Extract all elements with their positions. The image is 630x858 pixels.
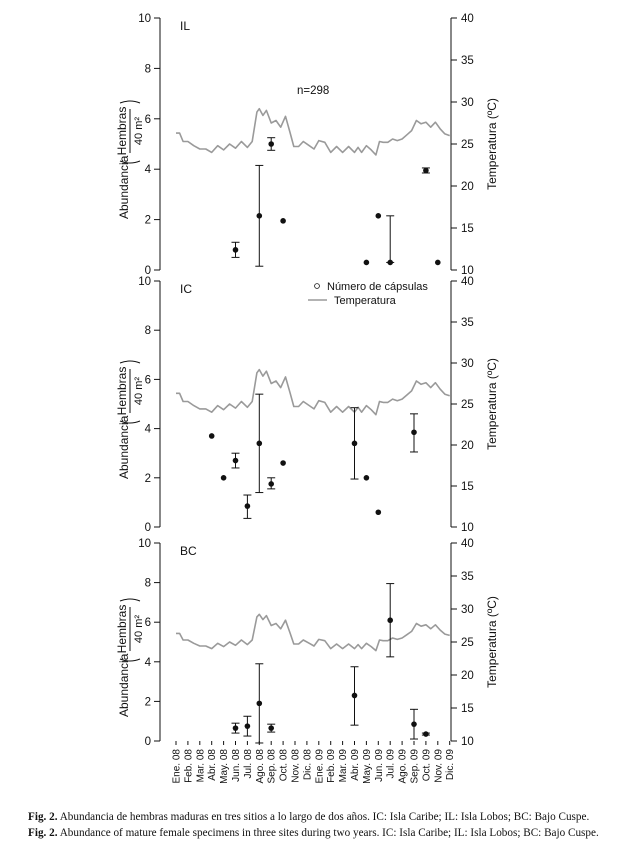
right-axis-label-group: [485, 596, 499, 688]
left-tick-label: 8: [144, 325, 151, 338]
temperature-line: [176, 109, 450, 155]
sample-size-annotation: n=298: [297, 85, 330, 97]
left-tick-label: 0: [144, 522, 151, 534]
paren-close: [120, 599, 140, 601]
left-tick-label: 10: [138, 538, 151, 550]
data-point: [411, 429, 417, 435]
data-point: [423, 168, 429, 174]
data-point: [233, 458, 239, 464]
left-tick-label: 2: [144, 472, 151, 485]
data-point: [423, 731, 429, 737]
left-tick-label: 6: [144, 113, 151, 126]
x-tick-label: Mar. 09: [338, 749, 350, 783]
right-tick-label: 15: [461, 223, 474, 235]
ylabel-numerator: Hembras: [115, 604, 129, 654]
x-tick-label: May. 09: [361, 749, 373, 784]
x-tick-label: Jul. 08: [242, 749, 254, 779]
x-tick-label: Sep. 09: [409, 749, 421, 784]
left-tick-label: 2: [144, 214, 151, 227]
data-point: [257, 213, 263, 219]
data-point: [245, 723, 251, 729]
panel-ic: [115, 276, 499, 534]
ylabel-denominator: 40 m²: [133, 614, 145, 644]
caption-es-label: Fig. 2.: [28, 811, 58, 823]
right-tick-label: 20: [461, 670, 474, 682]
ylabel-prefix: Abundancia: [117, 415, 131, 479]
left-tick-label: 4: [144, 656, 151, 669]
right-tick-label: 30: [461, 97, 474, 109]
right-tick-label: 35: [461, 571, 474, 583]
x-tick-label: Abr. 08: [207, 749, 219, 781]
left-tick-label: 0: [144, 265, 151, 277]
panel-label: BC: [180, 544, 197, 558]
x-tick-label: Nov. 08: [290, 749, 302, 783]
left-tick-label: 6: [144, 374, 151, 387]
data-point: [257, 701, 263, 707]
x-axis-months: [172, 741, 457, 784]
ylabel-denominator: 40 m²: [133, 376, 145, 406]
x-tick-label: Ago. 09: [397, 749, 409, 784]
data-point: [411, 721, 417, 727]
data-point: [352, 441, 358, 447]
ylabel-prefix: Abundancia: [117, 155, 131, 219]
data-point: [280, 218, 286, 224]
x-tick-label: Dic. 08: [302, 749, 314, 781]
x-tick-label: Sep. 08: [266, 749, 278, 784]
data-point: [364, 475, 370, 481]
right-axis-label: Temperatura (ºC): [485, 596, 499, 688]
right-tick-label: 20: [461, 181, 474, 193]
data-point: [268, 725, 274, 731]
panel-bc: [115, 538, 499, 748]
data-point: [233, 247, 239, 253]
right-tick-label: 25: [461, 139, 474, 151]
right-tick-label: 10: [461, 265, 474, 277]
data-point: [268, 481, 274, 487]
data-point: [352, 693, 358, 699]
data-point: [376, 213, 382, 219]
right-tick-label: 10: [461, 736, 474, 748]
x-tick-label: Ago. 08: [254, 749, 266, 784]
x-tick-label: Ene. 08: [171, 749, 183, 784]
legend: [308, 281, 428, 307]
data-point: [280, 460, 286, 466]
left-tick-label: 6: [144, 617, 151, 630]
caption-es-text: Abundancia de hembras maduras en tres sitios a lo largo de dos años. IC: Isla Caribe; IL: Isla Lobos; BC: Bajo Cuspe.: [59, 811, 590, 823]
right-tick-label: 40: [461, 276, 474, 288]
x-tick-label: Feb. 08: [183, 749, 195, 783]
data-point: [245, 503, 251, 509]
right-tick-label: 35: [461, 55, 474, 67]
right-tick-label: 20: [461, 440, 474, 452]
ylabel-prefix: Abundancia: [117, 653, 131, 717]
x-tick-label: Jun. 09: [373, 749, 385, 782]
data-point: [209, 433, 215, 439]
data-point: [364, 260, 370, 266]
left-axis-label: [115, 599, 145, 717]
right-tick-label: 10: [461, 522, 474, 534]
right-axis-label-group: [485, 358, 499, 450]
left-tick-label: 2: [144, 696, 151, 709]
x-tick-label: Dic. 09: [445, 749, 457, 781]
right-axis-label: Temperatura (ºC): [485, 358, 499, 450]
x-tick-label: Jun. 08: [231, 749, 242, 782]
right-tick-label: 15: [461, 703, 474, 715]
legend-marker-capsules: [315, 284, 320, 289]
right-tick-label: 30: [461, 358, 474, 370]
paren-close: [120, 101, 140, 103]
temperature-line: [176, 370, 450, 415]
data-point: [387, 260, 393, 266]
left-axis-label: [115, 101, 145, 219]
data-point: [387, 617, 393, 623]
ylabel-denominator: 40 m²: [133, 116, 145, 146]
right-tick-label: 15: [461, 481, 474, 493]
x-tick-label: Feb. 09: [326, 749, 338, 783]
x-tick-label: Oct. 08: [278, 749, 290, 782]
left-tick-label: 10: [138, 276, 151, 288]
left-tick-label: 0: [144, 736, 151, 748]
data-point: [268, 141, 274, 147]
left-axis-label: [115, 361, 145, 479]
caption-en-text: Abundance of mature female specimens in three sites during two years. IC: Isla Caribe; IL: Isla Lobos; BC: Bajo Cuspe.: [59, 827, 599, 839]
x-tick-label: Nov. 09: [433, 749, 445, 783]
right-tick-label: 25: [461, 637, 474, 649]
panel-il: [115, 13, 499, 277]
x-tick-label: Jul. 09: [385, 749, 397, 779]
left-tick-label: 8: [144, 63, 151, 76]
data-point: [435, 260, 441, 266]
data-point: [257, 441, 263, 447]
panel-label: IL: [180, 19, 191, 33]
caption-en-label: Fig. 2.: [28, 827, 58, 839]
data-point: [376, 509, 382, 515]
x-tick-label: Abr. 09: [350, 749, 361, 781]
x-tick-label: May. 08: [219, 749, 231, 784]
caption-english: [28, 826, 620, 840]
left-tick-label: 10: [138, 13, 151, 25]
right-axis-label: Temperatura (ºC): [485, 98, 499, 190]
ylabel-numerator: Hembras: [115, 366, 129, 416]
x-tick-label: Mar. 08: [195, 749, 207, 783]
right-tick-label: 35: [461, 317, 474, 329]
legend-label-capsules: Número de cápsulas: [327, 281, 428, 293]
data-point: [233, 725, 239, 731]
caption-spanish: [28, 810, 620, 824]
temperature-line: [176, 614, 450, 650]
right-tick-label: 25: [461, 399, 474, 411]
right-tick-label: 40: [461, 13, 474, 25]
paren-close: [120, 361, 140, 363]
x-tick-label: Oct. 09: [421, 749, 433, 782]
right-tick-label: 30: [461, 604, 474, 616]
left-tick-label: 4: [144, 164, 151, 177]
right-tick-label: 40: [461, 538, 474, 550]
panel-label: IC: [180, 282, 192, 296]
data-point: [221, 475, 227, 481]
ylabel-numerator: Hembras: [115, 106, 129, 156]
legend-label-temperature: Temperatura: [334, 295, 396, 307]
left-tick-label: 8: [144, 577, 151, 590]
left-tick-label: 4: [144, 423, 151, 436]
right-axis-label-group: [485, 98, 499, 190]
x-tick-label: Ene. 09: [314, 749, 326, 784]
